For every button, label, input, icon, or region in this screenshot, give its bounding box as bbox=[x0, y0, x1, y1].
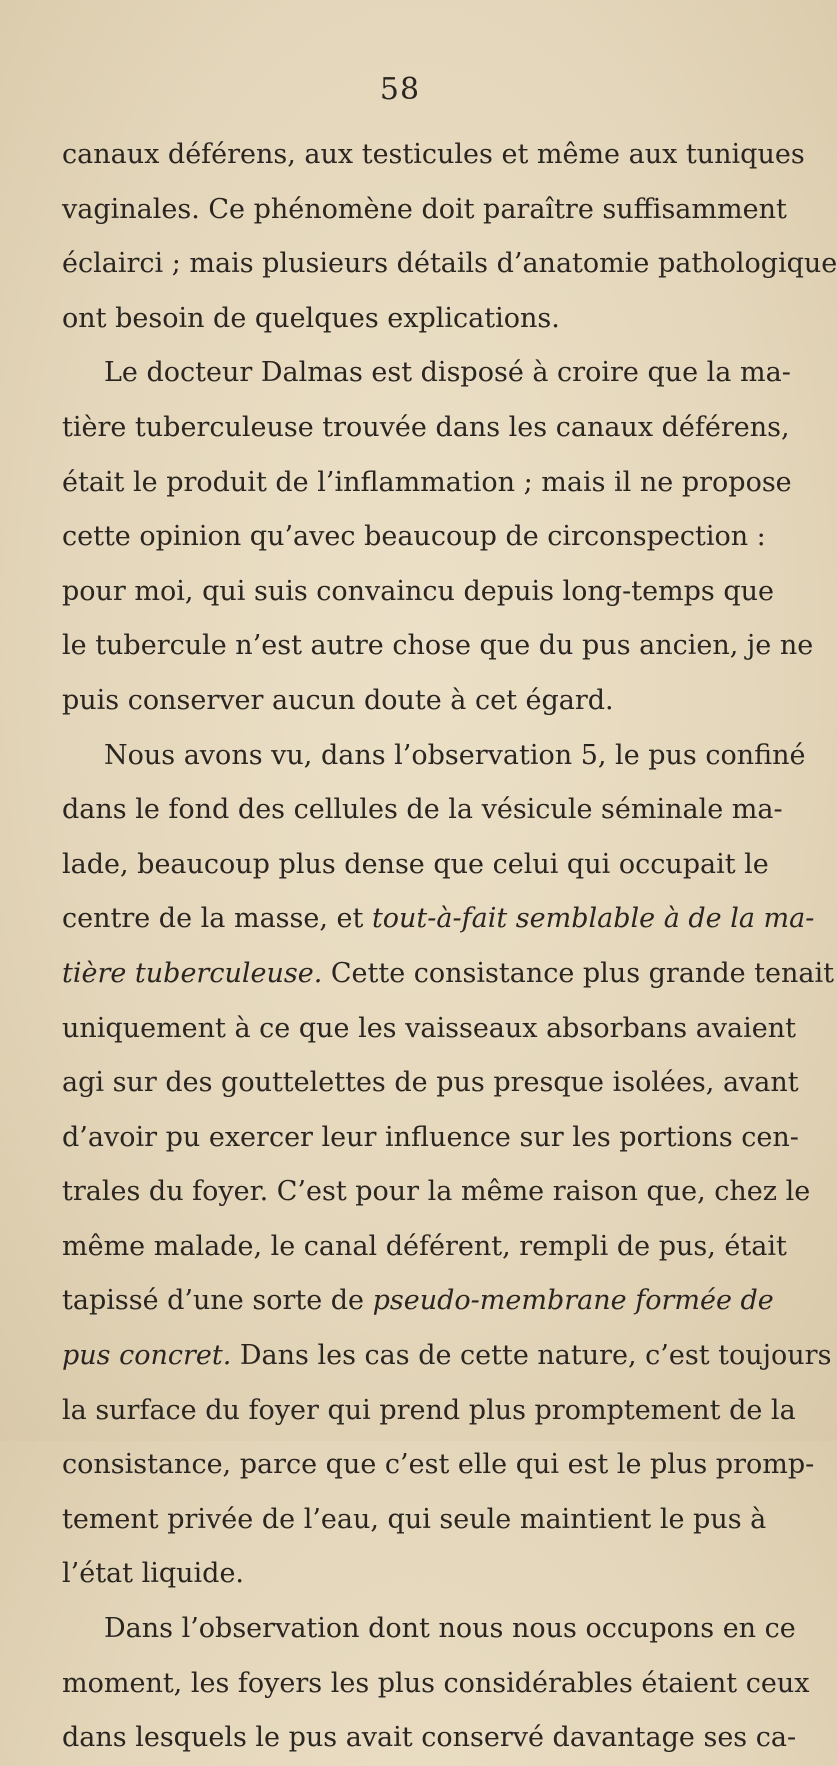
text-span: tapissé d’une sorte de bbox=[62, 1285, 373, 1317]
text-line: la surface du foyer qui prend plus promptement de la bbox=[62, 1394, 796, 1426]
text-line: dans lesquels le pus avait conservé davantage ses ca- bbox=[62, 1722, 797, 1754]
italic-text-span: pseudo-membrane formée de bbox=[372, 1285, 774, 1317]
text-line: canaux déférens, aux testicules et même aux tuniques bbox=[62, 139, 805, 170]
text-line bbox=[62, 1274, 774, 1329]
text-line: pour moi, qui suis convaincu depuis long-temps que bbox=[62, 575, 775, 607]
text-line: uniquement à ce que les vaisseaux absorbans avaient bbox=[62, 1012, 796, 1044]
text-line: dans le fond des cellules de la vésicule séminale ma- bbox=[62, 794, 783, 826]
text-line: vaginales. Ce phénomène doit paraître suffisamment bbox=[62, 193, 787, 225]
text-line: consistance, parce que c’est elle qui est le plus promp- bbox=[62, 1449, 815, 1481]
text-line: tement privée de l’eau, qui seule maintient le pus à bbox=[62, 1503, 767, 1535]
page-number: 58 bbox=[379, 72, 421, 107]
text-line: moment, les foyers les plus considérables étaient ceux bbox=[62, 1667, 810, 1699]
text-line: Dans l’observation dont nous nous occupons en ce bbox=[104, 1613, 796, 1645]
text-line: Le docteur Dalmas est disposé à croire que la ma- bbox=[104, 357, 791, 389]
text-span: Dans les cas de cette nature, c’est toujours bbox=[231, 1340, 832, 1372]
text-line: Nous avons vu, dans l’observation 5, le pus confiné bbox=[104, 739, 806, 771]
text-line: même malade, le canal déférent, rempli de pus, était bbox=[62, 1230, 787, 1262]
text-span: centre de la masse, et bbox=[62, 903, 372, 935]
text-line bbox=[62, 892, 815, 947]
text-line: l’état liquide. bbox=[62, 1558, 244, 1590]
text-line: trales du foyer. C’est pour la même raison que, chez le bbox=[62, 1176, 811, 1208]
italic-text-span: pus concret. bbox=[62, 1340, 232, 1372]
text-line: éclairci ; mais plusieurs détails d’anatomie pathologique bbox=[62, 248, 837, 280]
text-line: puis conserver aucun doute à cet égard. bbox=[62, 684, 614, 716]
page-text bbox=[62, 128, 837, 1766]
text-line: tière tuberculeuse trouvée dans les canaux déférens, bbox=[62, 411, 790, 443]
text-line: le tubercule n’est autre chose que du pus ancien, je ne bbox=[62, 630, 814, 662]
text-line bbox=[62, 947, 834, 1002]
text-line: d’avoir pu exercer leur influence sur les portions cen- bbox=[62, 1121, 799, 1153]
italic-text-span: tout-à-fait semblable à de la ma- bbox=[371, 903, 815, 935]
text-span: Cette consistance plus grande tenait bbox=[322, 957, 834, 989]
text-line: cette opinion qu’avec beaucoup de circonspection : bbox=[62, 521, 766, 553]
italic-text-span: tière tuberculeuse. bbox=[62, 957, 323, 989]
text-line: ont besoin de quelques explications. bbox=[62, 302, 560, 334]
text-line bbox=[62, 1329, 832, 1384]
text-line: lade, beaucoup plus dense que celui qui occupait le bbox=[62, 848, 769, 880]
text-line: agi sur des gouttelettes de pus presque isolées, avant bbox=[62, 1067, 799, 1099]
text-line: était le produit de l’inflammation ; mais il ne propose bbox=[62, 466, 792, 498]
